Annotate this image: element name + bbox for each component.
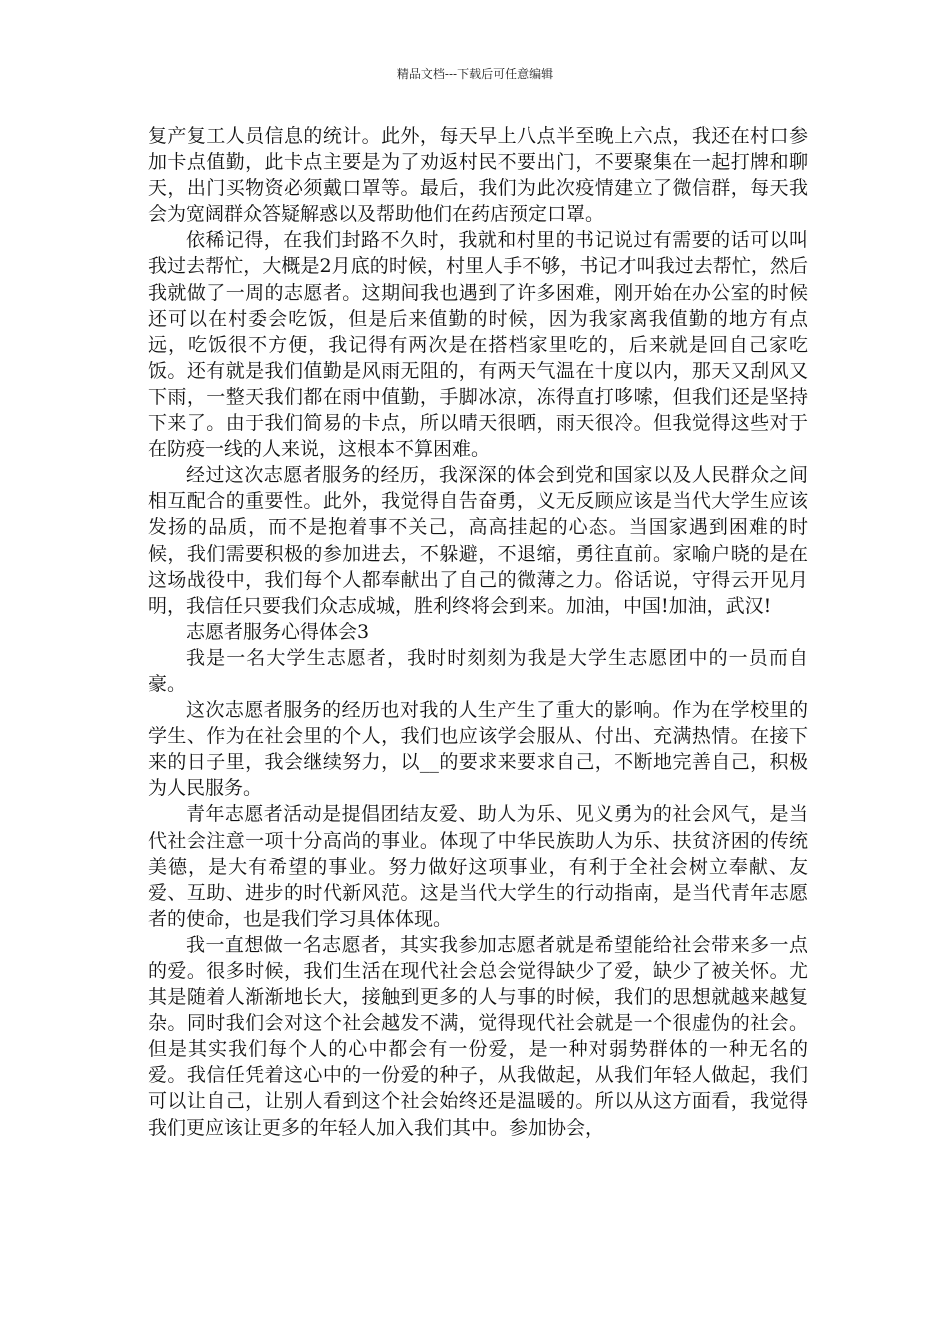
paragraph: 青年志愿者活动是提倡团结友爱、助人为乐、见义勇为的社会风气，是当代社会注意一项十分高尚的事业。体现了中华民族助人为乐、扶贫济困的传统美德，是大有希望的事业。努力做好这项事业，有利于全社会树立奉献、友爱、互助、进步的时代新风范。这是当代大学生的行动指南，是当代青年志愿者的使命，也是我们学习具体体现。	[148, 803, 808, 930]
paragraph-continuation: 复产复工人员信息的统计。此外，每天早上八点半至晚上六点，我还在村口参加卡点值勤，此卡点主要是为了劝返村民不要出门，不要聚集在一起打牌和聊天，出门买物资必须戴口罩等。最后，我们为此次疫情建立了微信群，每天我会为宽阔群众答疑解惑以及帮助他们在药店预定口罩。	[148, 125, 808, 226]
paragraph: 我一直想做一名志愿者，其实我参加志愿者就是希望能给社会带来多一点的爱。很多时候，我们生活在现代社会总会觉得缺少了爱，缺少了被关怀。尤其是随着人渐渐地长大，接触到更多的人与事的时候，我们的思想就越来越复杂。同时我们会对这个社会越发不满，觉得现代社会就是一个很虚伪的社会。但是其实我们每个人的心中都会有一份爱，是一种对弱势群体的一种无名的爱。我信任凭着这心中的一份爱的种子，从我做起，从我们年轻人做起，我们可以让自己，让别人看到这个社会始终还是温暖的。所以从这方面看，我觉得我们更应该让更多的年轻人加入我们其中。参加协会，	[148, 933, 808, 1139]
paragraph: 这次志愿者服务的经历也对我的人生产生了重大的影响。作为在学校里的学生、作为在社会里的个人，我们也应该学会服从、付出、充满热情。在接下来的日子里，我会继续努力，以__的要求来要求自己，不断地完善自己，积极为人民服务。	[148, 699, 808, 800]
section-heading: 志愿者服务心得体会3	[186, 620, 370, 643]
paragraph: 经过这次志愿者服务的经历，我深深的体会到党和国家以及人民群众之间相互配合的重要性。此外，我觉得自告奋勇，义无反顾应该是当代大学生应该发扬的品质，而不是抱着事不关己，高高挂起的心态。当国家遇到困难的时候，我们需要积极的参加进去，不躲避，不退缩，勇往直前。家喻户晓的是在这场战役中，我们每个人都奉献出了自己的微薄之力。俗话说，守得云开见月明，我信任只要我们众志成城，胜利终将会到来。加油，中国!加油，武汉!	[148, 464, 808, 617]
paragraph: 依稀记得，在我们封路不久时，我就和村里的书记说过有需要的话可以叫我过去帮忙，大概是2月底的时候，村里人手不够，书记才叫我过去帮忙，然后我就做了一周的志愿者。这期间我也遇到了许多困难，刚开始在办公室的时候还可以在村委会吃饭，但是后来值勤的时候，因为我家离我值勤的地方有点远，吃饭很不方便，我记得有两次是在搭档家里吃的，后来就是回自己家吃饭。还有就是我们值勤是风雨无阻的，有两天气温在十度以内，那天又刮风又下雨，一整天我们都在雨中值勤，手脚冰凉，冻得直打哆嗦，但我们还是坚持下来了。由于我们简易的卡点，所以晴天很晒，雨天很冷。但我觉得这些对于在防疫一线的人来说，这根本不算困难。	[148, 229, 808, 461]
document-body	[148, 123, 808, 1141]
paragraph: 我是一名大学生志愿者，我时时刻刻为我是大学生志愿团中的一员而自豪。	[148, 646, 808, 695]
page-header: 精品文档---下载后可任意编辑	[396, 67, 554, 81]
